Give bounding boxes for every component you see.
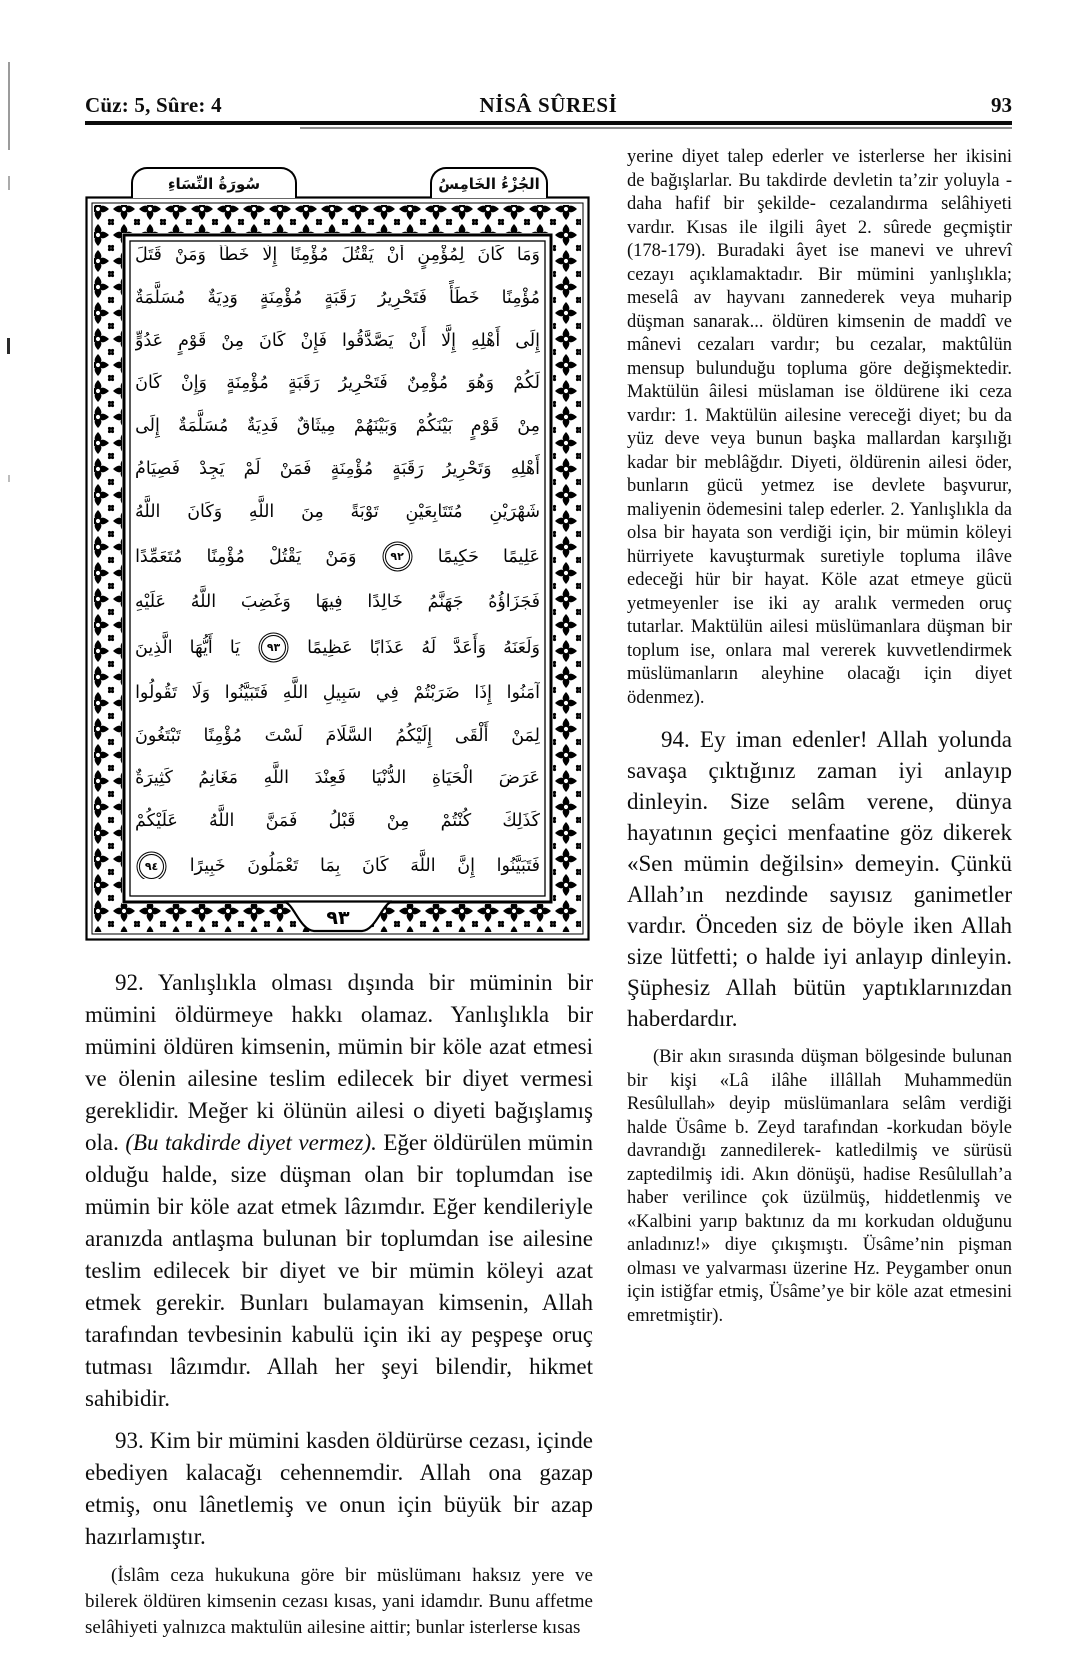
- quran-line: [135, 245, 540, 265]
- quran-word: كَثِيرَةٌ: [135, 768, 173, 789]
- quran-word: أَنْ: [386, 245, 405, 265]
- quran-word: حَكِيمًا: [437, 546, 479, 567]
- quran-word: الَّذِينَ: [135, 637, 173, 658]
- quran-word: وَبَيْنَهُمْ: [353, 416, 398, 437]
- quran-word: خَطَأً: [449, 287, 480, 308]
- right-column: [627, 140, 1012, 1641]
- quran-word: عَرَضَ: [498, 768, 540, 789]
- quran-panel: [85, 174, 590, 941]
- quran-word: رَقَبَةٍ: [392, 458, 424, 479]
- quran-word: قَوْمٍ: [470, 416, 500, 437]
- quran-line: [135, 416, 540, 436]
- quran-word: خَبِيرًا: [189, 856, 226, 877]
- quran-word: تَعْمَلُونَ: [247, 856, 299, 877]
- quran-word: فَتَبَيَّنُوا: [496, 856, 540, 877]
- quran-line: [135, 683, 540, 703]
- ayah-number-badge: ٩٣: [261, 635, 286, 660]
- quran-word: وَكَانَ: [187, 501, 223, 522]
- quran-line: [135, 854, 540, 879]
- quran-word: قَتَلَ: [135, 245, 162, 265]
- quran-word: تَوْبَةً: [350, 501, 379, 522]
- quran-word: اللَّهُ: [209, 811, 235, 832]
- quran-word: فِيهَا: [315, 592, 343, 613]
- quran-word: عَلَيْكُمْ: [135, 811, 178, 832]
- quran-word: كَانَ: [362, 856, 389, 877]
- scan-artifact-dash: [8, 176, 10, 190]
- quran-line: [135, 459, 540, 479]
- commentary-paragraph-2: (Bir akın sırasında düşman bölgesinde bulunan bir kişi «Lâ ilâhe illâllah Muhammedün Resûlullah» deyip müslümanlara selâm verdiği halde Üsâme b. Zeyd tarafından -korkudan böyle davrandığı zannedilerek- katledilmiş ve sürüsü zaptedilmiş idi. Akın dönüşü, hadise Resûlullah’a haber verilince çok üzülmüş, hiddetlenmiş ve «Kalbini yarıp baktınız da mı korkudan olduğunu anladınız!» diye çıkışmıştı. Üsâme’nin pişman olması ve yalvarması üzerine Hz. Peygamber onun için istiğfar etmiş, Üsâme’ye bir köle azat etmesini emretmiştir).: [627, 1047, 1012, 1326]
- quran-line: [135, 635, 540, 660]
- quran-line: [135, 373, 540, 393]
- quran-word: وَلَعَنَهُ: [503, 637, 540, 658]
- quran-word: مُؤْمِنًا: [203, 725, 242, 746]
- quran-word: يَجِدْ: [199, 458, 225, 479]
- quran-word: كُنْتُمْ: [440, 811, 472, 832]
- quran-word: اللَّهِ: [282, 682, 309, 703]
- quran-word: الدُّنْيَا: [371, 768, 407, 789]
- quran-word: ضَرَبْتُمْ: [413, 682, 460, 703]
- quran-word: اللَّهَ: [410, 856, 436, 877]
- quran-word: اللَّهُ: [135, 501, 161, 522]
- quran-word: فَمَنْ: [279, 458, 312, 479]
- quran-word: كَذَلِكَ: [502, 811, 540, 832]
- quran-word: إِلَى: [135, 416, 160, 437]
- quran-word: قَبْلُ: [328, 811, 356, 832]
- left-column: [85, 140, 593, 1641]
- quran-word: مُؤْمِنَةٍ: [226, 373, 269, 394]
- quran-word: مِيثَاقٌ: [296, 416, 336, 437]
- verse-94-translation: 94. Ey iman edenler! Allah yolunda savaşa çıktığınız zaman iyi anlayıp dinleyin. Size selâm verene, dünya hayatının geçici menfaatine göz dikerek «Sen mümin değilsin» demeyin. Çünkü Allah’ın nezdinde sayısız ganimetler vardır. Önceden siz de böyle iken Allah size lütfetti; o halde iyi anlayıp dinleyin. Şüphesiz Allah bütün yaptıklarınızdan haberdardır.: [627, 727, 1012, 1031]
- quran-word: مُسَلَّمَةٌ: [135, 287, 186, 308]
- header-juz-sure-label: Cüz: 5, Sûre: 4: [85, 93, 222, 117]
- quran-word: مِنْ: [386, 811, 410, 832]
- quran-word: إِلَّا: [441, 330, 456, 351]
- quran-word: السَّلَامَ: [325, 725, 373, 746]
- quran-word: فَصِيَامُ: [135, 458, 181, 479]
- quran-word: فَتَحْرِيرُ: [377, 287, 428, 308]
- quran-word: إِلَى: [515, 330, 540, 351]
- quran-line: [135, 502, 540, 522]
- quran-word: فَدِيَةٌ: [246, 416, 279, 437]
- scan-artifact-line: [8, 62, 10, 150]
- page-header: [85, 90, 1012, 120]
- quran-word: إِنَّ: [457, 856, 475, 877]
- quran-word: مُؤْمِنًا: [290, 245, 329, 265]
- quran-word: إِلَيْكُمُ: [395, 725, 433, 746]
- ayah-number-badge: ٩٢: [385, 544, 410, 569]
- quran-word: تَقُولُوا: [135, 682, 178, 703]
- quran-word: أَهْلِهِ: [470, 330, 501, 351]
- verse-92-text: 92. Yanlışlıkla olması dışında bir müminin bir mümini öldürmeye hakkı olamaz. Yanlışlıkla bir mümini öldüren kimsenin, mümin bir köle azat etmesi ve ölenin ailesine teslim edilecek bir diyet vermesi gereklidir. Meğer ki ölünün ailesi o diyeti bağışlamış ola.: [85, 970, 593, 1155]
- quran-word: أَيُّهَا: [189, 637, 213, 658]
- quran-word: فَإِنْ: [300, 330, 328, 351]
- quran-word: وَتَحْرِيرُ: [442, 458, 492, 479]
- quran-word: فَجَزَاؤُهُ: [488, 592, 540, 613]
- page-number: 93: [991, 93, 1012, 117]
- quran-word: يَا: [229, 637, 241, 658]
- quran-word: اللَّهِ: [263, 768, 289, 789]
- quran-word: وَمَنْ: [325, 546, 357, 567]
- quran-word: فَتَبَيَّنُوا: [224, 682, 269, 703]
- quran-word: مَغَانِمُ: [198, 768, 239, 789]
- quran-word: لَكُمْ: [513, 373, 540, 394]
- verse-92-italic-note: (Bu takdirde diyet vermez).: [125, 1130, 377, 1155]
- quran-lines: [135, 245, 540, 879]
- quran-word: يَصَّدَّقُوا: [341, 330, 394, 351]
- quran-line: [135, 331, 540, 351]
- quran-word: اللَّهِ: [248, 501, 275, 522]
- header-rule: [85, 121, 1012, 125]
- quran-word: سَبِيلِ: [322, 682, 362, 703]
- quran-line: [135, 544, 540, 569]
- quran-word: فَتَحْرِيرُ: [338, 373, 388, 394]
- quran-word: وَإِنْ: [180, 373, 208, 394]
- mushaf-page-number-tab: [282, 900, 394, 938]
- quran-word: آمَنُوا: [506, 682, 540, 703]
- quran-word: يَقْتُلَ: [341, 245, 374, 265]
- quran-word: لَهُ: [421, 637, 437, 658]
- quran-word: مُتَتَابِعَيْنِ: [405, 501, 463, 522]
- quran-word: مُؤْمِنًا: [206, 546, 245, 567]
- surah-name-label: سُورَةُ النِّسَاءِ: [167, 174, 261, 193]
- quran-word: مُؤْمِنٌ: [407, 373, 449, 394]
- quran-word: فِي: [375, 682, 399, 703]
- quran-word: وَمَنْ: [174, 245, 206, 265]
- quran-word: وَأَعَدَّ: [453, 637, 487, 658]
- quran-word: اللَّهُ: [190, 592, 217, 613]
- quran-word: عَدُوٍّ: [135, 330, 164, 351]
- quran-word: مُؤْمِنًا: [501, 287, 540, 308]
- quran-line: [135, 768, 540, 788]
- two-column-layout: [85, 140, 1012, 1641]
- juz-name-cartouche: [430, 167, 548, 198]
- quran-word: مِنْ: [221, 330, 244, 351]
- verse-92-translation: [85, 967, 593, 1415]
- quran-word: خَالِدًا: [367, 592, 403, 613]
- quran-word: وَلَا: [191, 682, 211, 703]
- quran-word: عَلَيْهِ: [135, 592, 166, 613]
- quran-word: أَنْ: [408, 330, 427, 351]
- mushaf-page-number: ٩٣: [325, 907, 350, 929]
- commentary-paragraph-1: yerine diyet talep ederler ve isterlerse her ikisini de bağışlarlar. Bu takdirde devletin ta’zir yoluyla -daha hafif bir şekilde- cezalandırma selâhiyeti vardır. Kısas ile ilgili âyet 2. sûrede geçmiştir (178-179). Buradaki âyet ise manevi ve uhrevî cezayı açıklamaktadır. Bir mümini yanlışlıkla; meselâ av hayvanı zannederek veya muharip düşman sanarak... öldüren kimsenin de maddî ve mânevi cezaları vardır; bu cezalar, maktûlün mensup bulunduğu topluma göre değişmektedir. Maktülün âilesi müslaman ise öldürene iki ceza vardır: 1. Maktülün ailesine vereceği diyet; bu da yüz deve veya bunun başka mallardan karşılığı kadar bir meblâğdır. Diyeti, öldürenin ailesi öder, bunların gücü yetmez ise devlete başvurur, maliyenin ödemesini talep ederler. 2. Yanlışlıkla da olsa bir hayata son verdiği için, bir mümin köleyi hürriyete kavuşturmak suretiyle topluma ilâve edeceği hür bir hayat. Köle azat etmeye gücü yetmeyenler ise iki ay aralık vermeden oruç tutarlar. Maktülün ailesi müslümanlara düşman bir toplum ise, onlara mal vererek kuvvetlendirmek müslümanların aleyhine olacağı için diyet ödenmez).: [627, 147, 1012, 708]
- quran-word: رَقَبَةٍ: [287, 373, 320, 394]
- quran-word: وَمَا: [516, 245, 540, 265]
- quran-word: كَانَ: [135, 373, 162, 394]
- header-rule-echo: [300, 127, 1012, 129]
- quran-word: أَهْلِهِ: [510, 458, 540, 479]
- scan-artifact-dot: [8, 475, 10, 482]
- quran-word: رَقَبَةٍ: [324, 287, 356, 308]
- quran-word: الْحَيَاةِ: [431, 768, 474, 789]
- quran-word: مُؤْمِنَةٍ: [330, 458, 374, 479]
- quran-word: شَهْرَيْنِ: [489, 501, 540, 522]
- quran-word: كَانَ: [258, 330, 286, 351]
- verse-93-translation: [85, 1425, 593, 1553]
- quran-line: [135, 592, 540, 612]
- quran-word: أَلْقَى: [454, 725, 489, 746]
- quran-word: كَانَ: [477, 245, 504, 265]
- quran-word: إِذَا: [474, 682, 492, 703]
- quran-word: يَقْتُلْ: [268, 546, 302, 567]
- quran-word: مِنَ: [301, 501, 324, 522]
- quran-word: لَمْ: [243, 458, 261, 479]
- quran-word: عَظِيمًا: [307, 637, 353, 658]
- quran-word: مِنْ: [517, 416, 540, 437]
- quran-word: بِمَا: [320, 856, 341, 877]
- quran-word: خَطَأً: [218, 245, 250, 265]
- quran-word: جَهَنَّمُ: [427, 592, 464, 613]
- scan-artifact-tick: [7, 338, 10, 354]
- verse-92-text-continued: Eğer öldürülen mümin olduğu halde, size düşman olan bir toplumdan ise mümin bir köle azat etmek lâzımdır. Eğer kendileriyle aranızda antlaşma bulunan bir toplumdan ise ailesine teslim edilecek bir diyet ve bir mümin köleyi azat etmek gerekir. Bunları bulamayan kimsenin, Allah tarafından tevbesinin kabulü için iki ay peşpeşe oruç tutması lâzımdır. Allah her şeyi bilendir, hikmet sahibidir.: [85, 1130, 593, 1411]
- page-tab-icon: [282, 900, 394, 933]
- page-title: NİSÂ SÛRESİ: [479, 93, 618, 117]
- quran-line: [135, 811, 540, 831]
- quran-line: [135, 726, 540, 746]
- quran-word: وَهُوَ: [467, 373, 495, 394]
- quran-word: قَوْمٍ: [178, 330, 207, 351]
- quran-word: وَدِيَةٌ: [207, 287, 238, 308]
- quran-word: فَعِنْدَ: [314, 768, 346, 789]
- quran-word: لِمُؤْمِنٍ: [417, 245, 465, 265]
- quran-word: مُتَعَمِّدًا: [135, 546, 183, 567]
- quran-word: لَسْتَ: [264, 725, 303, 746]
- quran-word: بَيْنَكُمْ: [415, 416, 453, 437]
- quran-word: إِلَّا: [262, 245, 278, 265]
- quran-line: [135, 288, 540, 308]
- juz-name-label: الجُزْءُ الخَامِسُ: [438, 174, 540, 193]
- quran-word: عَلِيمًا: [503, 546, 540, 567]
- quran-word: لِمَنْ: [511, 725, 540, 746]
- quran-word: وَغَضِبَ: [240, 592, 291, 613]
- quran-word: مُؤْمِنَةٍ: [259, 287, 303, 308]
- quran-word: تَبْتَغُونَ: [135, 725, 181, 746]
- ayah-number-badge: ٩٤: [139, 854, 164, 879]
- quran-word: فَمَنَّ: [265, 811, 298, 832]
- surah-name-cartouche: [131, 167, 297, 198]
- footnote-paragraph: (İslâm ceza hukukuna göre bir müslümanı haksız yere ve bilerek öldüren kimsenin cezası kısas, yani idamdır. Bunu affetme selâhiyeti yalnızca maktulün ailesine aittir; bunlar isterlerse kısas: [85, 1565, 593, 1638]
- quran-word: عَذَابًا: [369, 637, 405, 658]
- verse-93-text: 93. Kim bir mümini kasden öldürürse cezası, içinde ebediyen kalacağı cehennemdir. Allah ona gazap etmiş, onu lânetlemiş ve onun için büyük bir azap hazırlamıştır.: [85, 1428, 593, 1549]
- quran-word: مُسَلَّمَةٌ: [178, 416, 229, 437]
